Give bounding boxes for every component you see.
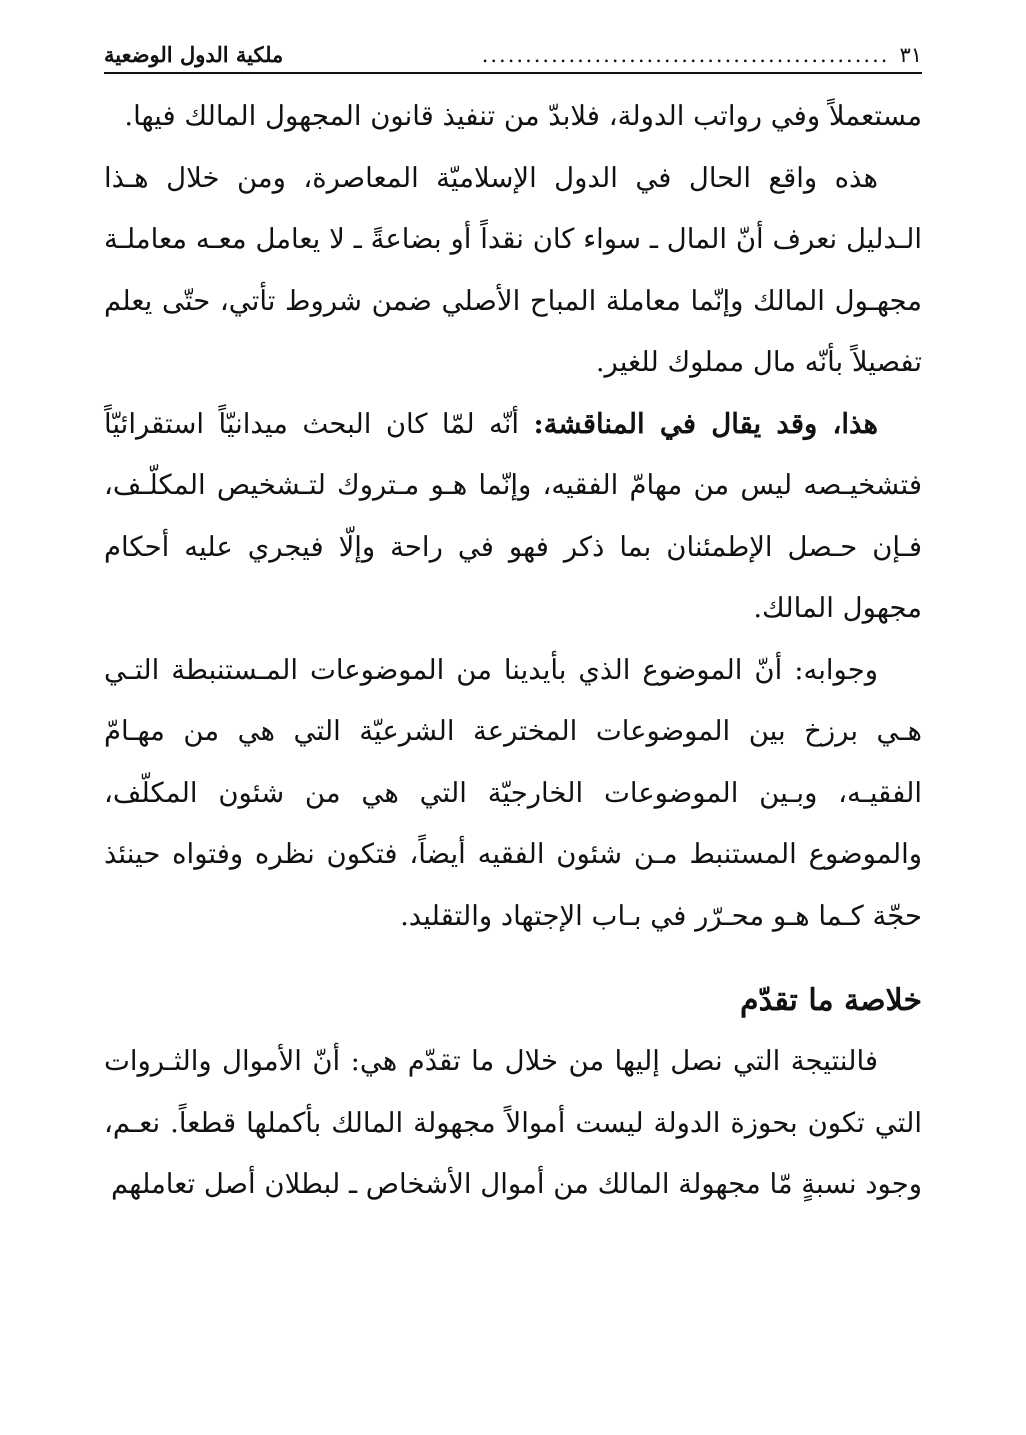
paragraph-answer (104, 640, 922, 948)
paragraph-text: هذه واقع الحال في الدول الإسلاميّة المعاصرة، ومن خلال هـذا الـدليل نعرف أنّ المال ـ سواء كان نقداً أو بضاعةً ـ لا يعامل معـه معاملـة مجهـول المالك وإنّما معاملة المباح الأصلي ضمن شروط تأتي، حتّى يعلم تفصيلاً بأنّه مال مملوك للغير. (104, 161, 922, 378)
paragraph-objection (104, 394, 922, 640)
body-text (104, 86, 922, 1216)
header-number-group (293, 40, 922, 70)
paragraph-text: وجوابه: أنّ الموضوع الذي بأيدينا من الموضوعات المـستنبطة التـي هـي برزخ بين الموضوعات المخترعة الشرعيّة التي هي من مهـامّ الفقيـه، وبـين الموضوعات الخارجيّة التي هي من شئون المكلّف، والموضوع المستنبط مـن شئون الفقيه أيضاً، فتكون نظره وفتواه حينئذ حجّة كـما هـو محـرّر في بـاب الإجتهاد والتقليد. (104, 653, 922, 932)
section-heading: خلاصة ما تقدّم (740, 983, 922, 1018)
paragraph-summary (104, 1031, 922, 1216)
running-header (104, 40, 922, 74)
paragraph-text: فالنتيجة التي نصل إليها من خلال ما تقدّم هي: أنّ الأموال والثـروات التي تكون بحوزة الدولة ليست أموالاً مجهولة المالك بأكملها قطعاً. نعـم، وجود نسبةٍ مّا مجهولة المالك من أموال الأشخاص ـ لبطلان أصل تعاملهم (104, 1045, 922, 1200)
dot-leader: ............................................... (481, 43, 890, 67)
paragraph-current-state (104, 148, 922, 394)
paragraph-text: أنّه لمّا كان البحث ميدانيّاً استقرائيّاً فتشخيـصه ليس من مهامّ الفقيه، وإنّما هـو مـتروك لتـشخيص المكلّـف، فـإن حـصل الإطمئنان بما ذكر فهو في راحة وإلّا فيجري عليه أحكام مجهول المالك. (104, 407, 922, 624)
running-title: ملكية الدول الوضعية (104, 42, 284, 67)
book-page (104, 40, 922, 1216)
paragraph-lead: هذا، وقد يقال في المناقشة: (533, 407, 878, 440)
page-number: ٣١ (899, 43, 922, 67)
paragraph-text: مستعملاً وفي رواتب الدولة، فلابدّ من تنفيذ قانون المجهول المالك فيها. (124, 100, 922, 132)
paragraph-continuation (104, 86, 922, 148)
